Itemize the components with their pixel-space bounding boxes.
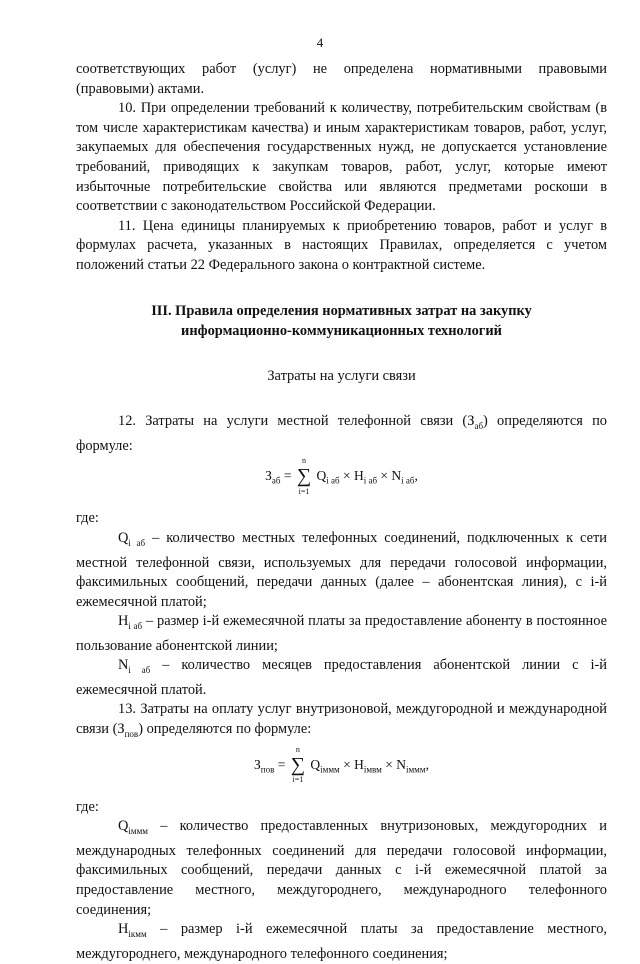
definition-12-h-sub: i аб bbox=[128, 621, 143, 632]
paragraph-11: 11. Цена единицы планируемых к приобретению товаров, работ и услуг в формулах расчета, указанных в настоящих Правилах, определяется с учетом положений статьи 22 Федерального закона о контрактной системе. bbox=[76, 217, 607, 273]
definition-12-h-symbol: H bbox=[118, 613, 129, 630]
formula-12-term-3-sub: i аб bbox=[401, 475, 415, 486]
formula-13-term-2-sub: iмвм bbox=[363, 764, 382, 775]
formula-13-sum-top: n bbox=[295, 744, 300, 754]
subsection-heading: Затраты на услуги связи bbox=[267, 367, 416, 384]
paragraph-13-text-before: 13. Затраты на оплату услуг внутризоновой, междугородной и международной связи ( bbox=[76, 701, 607, 738]
definition-12-n bbox=[76, 656, 607, 700]
definition-12-q-symbol: Q bbox=[118, 530, 129, 547]
formula-12-end: , bbox=[414, 468, 418, 484]
definition-12-h bbox=[76, 612, 607, 656]
formula-13-equals: = bbox=[277, 756, 286, 772]
definition-12-q-text: – количество местных телефонных соединений, подключенных к сети местной телефонной связи, используемых для передачи голосовой информации, факсимильных сообщений, передачи данных (далее – абонентская линия), с i-й ежемесячной платой; bbox=[76, 530, 607, 610]
formula-12-term-2-sub: i аб bbox=[363, 475, 378, 486]
formula-12 bbox=[76, 456, 607, 496]
definition-13-h bbox=[76, 920, 607, 964]
formula-13-term-3-sub: iммм bbox=[405, 764, 426, 775]
paragraph-12 bbox=[76, 412, 607, 456]
definition-12-h-text: – размер i-й ежемесячной платы за предоставление абоненту в постоянное пользование абонентской линии; bbox=[76, 613, 607, 654]
definition-12-n-sub: i аб bbox=[128, 665, 151, 676]
formula-12-term-2: H bbox=[353, 468, 364, 484]
definition-12-n-symbol: N bbox=[118, 657, 129, 674]
section-heading-line-1: III. Правила определения нормативных затрат на закупку bbox=[151, 302, 532, 319]
sum-sign-icon: ∑ bbox=[290, 753, 306, 776]
formula-13-times-1: × bbox=[343, 756, 351, 772]
definition-13-h-symbol: H bbox=[118, 921, 129, 938]
formula-13-lhs-sub: пов bbox=[260, 764, 275, 775]
definition-12-q-sub: i аб bbox=[128, 537, 146, 548]
definition-13-h-sub: iкмм bbox=[128, 929, 147, 940]
paragraph-13-symbol: З bbox=[117, 721, 125, 738]
sum-sign-icon: ∑ bbox=[296, 465, 312, 488]
where-12: где: bbox=[76, 510, 99, 527]
paragraph-13-symbol-sub: пов bbox=[124, 728, 139, 739]
section-heading bbox=[76, 301, 607, 341]
formula-13-lhs: З bbox=[254, 756, 261, 772]
paragraph-12-symbol-sub: аб bbox=[474, 421, 484, 431]
definition-12-n-text: – количество месяцев предоставления абонентской линии с i-й ежемесячной платой. bbox=[76, 657, 608, 698]
formula-12-sum-top: n bbox=[301, 456, 306, 466]
paragraph-13 bbox=[76, 700, 607, 744]
paragraph-10: 10. При определении требований к количеству, потребительским свойствам (в том числе характеристикам качества) и иным характеристикам товаров, работ, услуг, закупаемых для обеспечения государственных нужд, не допускается установление требований, приводящих к закупкам товаров, работ, услуг, которые имеют избыточные потребительские свойства или являются предметами роскоши в соответствии с законодательством Российской Федерации. bbox=[76, 100, 607, 215]
formula-12-sum-bottom: i=1 bbox=[298, 486, 310, 496]
paragraph-12-text-after: ) определяются по формуле: bbox=[76, 413, 607, 454]
where-13: где: bbox=[76, 798, 99, 815]
formula-12-times-1: × bbox=[342, 468, 351, 484]
page-number: 4 bbox=[316, 35, 324, 50]
paragraph-continuation: соответствующих работ (услуг) не определена нормативными правовыми (правовыми) актами. bbox=[76, 61, 607, 97]
paragraph-12-text-before: 12. Затраты на услуги местной телефонной связи ( bbox=[118, 413, 468, 430]
formula-13-term-1-sub: iммм bbox=[320, 764, 340, 775]
document-body bbox=[76, 60, 607, 964]
formula-12-term-1-sub: i аб bbox=[326, 475, 340, 486]
paragraph-13-text-after: ) определяются по формуле: bbox=[138, 721, 312, 738]
formula-12-term-3: N bbox=[391, 468, 402, 484]
definition-13-q-text: – количество предоставленных внутризоновых, междугородних и международных телефонных соединений для передачи голосовой информации, факсимильных сообщений, передачи данных с i-й ежемесячной платой за предоставление местного, междугороднего, международного телефонного соединения; bbox=[76, 818, 607, 918]
formula-13-term-2: H bbox=[354, 756, 364, 772]
formula-12-lhs-sub: аб bbox=[271, 475, 281, 486]
formula-13-sum-bottom: i=1 bbox=[292, 775, 304, 785]
formula-13 bbox=[76, 744, 607, 785]
paragraph-12-symbol: З bbox=[467, 413, 475, 430]
formula-13-end: , bbox=[425, 756, 429, 772]
definition-13-q-symbol: Q bbox=[118, 818, 129, 835]
formula-12-lhs: З bbox=[265, 468, 272, 484]
formula-12-equals: = bbox=[283, 468, 292, 484]
formula-12-term-1: Q bbox=[316, 468, 327, 484]
formula-13-term-3: N bbox=[396, 756, 406, 772]
section-heading-line-2: информационно-коммуникационных технологий bbox=[181, 322, 502, 339]
definition-12-q bbox=[76, 529, 607, 612]
definition-13-h-text: – размер i-й ежемесячной платы за предоставление местного, междугороднего, международного телефонного соединения; bbox=[76, 921, 607, 962]
formula-13-sum bbox=[290, 744, 306, 785]
formula-12-sum bbox=[296, 456, 312, 496]
formula-12-times-2: × bbox=[380, 468, 389, 484]
formula-13-times-2: × bbox=[385, 756, 393, 772]
definition-13-q-sub: iммм bbox=[128, 826, 148, 837]
formula-13-term-1: Q bbox=[310, 756, 321, 772]
